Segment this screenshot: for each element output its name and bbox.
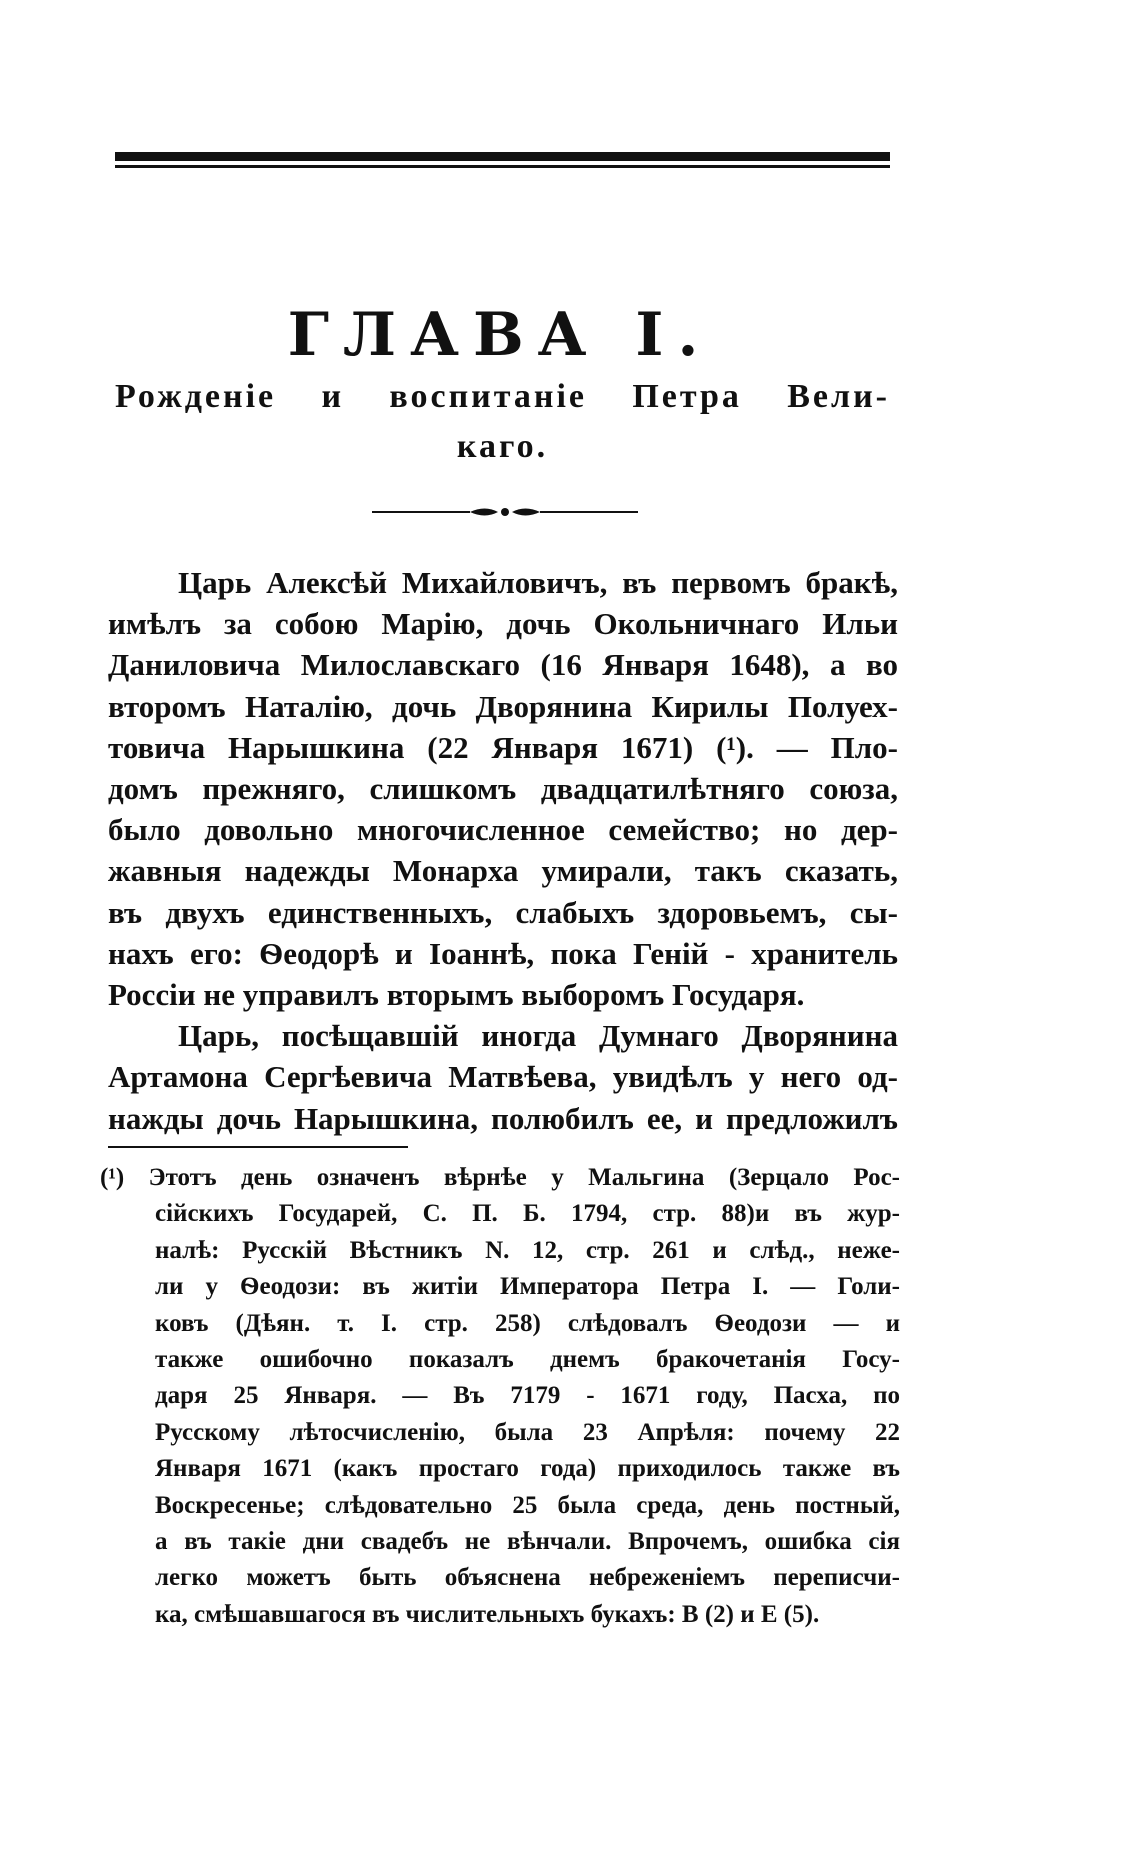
footnote-separator	[108, 1146, 408, 1148]
header-rule-thin	[115, 165, 890, 168]
body-line: въ двухъ единственныхъ, слабыхъ здоровьемъ, сы-	[108, 894, 898, 930]
footnote-line: сійскихъ Государей, С. П. Б. 1794, стр. 88)и въ жур-	[155, 1200, 900, 1228]
footnote	[100, 1160, 900, 1633]
chapter-subtitle	[115, 372, 890, 472]
header-rule-thick	[115, 152, 890, 161]
body-line: имѣлъ за собою Марію, дочь Окольничнаго Ильи	[108, 606, 898, 642]
footnote-line: также ошибочно показалъ днемъ бракочетанія Госу-	[155, 1346, 900, 1374]
chapter-subtitle-line-1	[115, 372, 890, 422]
body-line: нахъ его: Ѳеодорѣ и Іоаннѣ, пока Геній - хранитель	[108, 935, 898, 971]
footnote-line	[100, 1160, 900, 1196]
footnote-line: даря 25 Января. — Въ 7179 - 1671 году, Пасха, по	[155, 1382, 900, 1410]
footnote-line-text: Этотъ день означенъ вѣрнѣе у Мальгина (Зерцало Рос-	[148, 1164, 900, 1191]
ornament-divider-icon	[370, 502, 640, 522]
body-line: Артамона Сергѣевича Матвѣева, увидѣлъ у него од-	[108, 1059, 898, 1095]
body-line: домъ прежняго, слишкомъ двадцатилѣтняго союза,	[108, 771, 898, 807]
subtitle-word: и	[321, 378, 345, 415]
footnote-line: Русскому лѣтосчисленію, была 23 Апрѣля: почему 22	[155, 1418, 900, 1446]
body-line: Царь, посѣщавшій иногда Думнаго Дворянина	[178, 1018, 898, 1054]
footnote-line: а въ такіе дни свадебъ не вѣнчали. Впрочемъ, ошибка сія	[155, 1528, 900, 1556]
header-double-rule	[115, 152, 890, 168]
footnote-line: ка, смѣшавшагося въ числительныхъ букахъ: В (2) и Е (5).	[155, 1600, 820, 1628]
body-line: было довольно многочисленное семейство; но дер-	[108, 812, 898, 848]
footnote-marker: (¹)	[100, 1164, 125, 1191]
subtitle-word: воспитаніе	[389, 378, 588, 415]
body-line: жавныя надежды Монарха умирали, такъ сказать,	[108, 853, 898, 889]
footnote-line: ли у Ѳеодози: въ житіи Императора Петра I. — Голи-	[155, 1273, 900, 1301]
body-line: второмъ Наталію, дочь Дворянина Кирилы Полуех-	[108, 688, 898, 724]
footnote-line: Воскресенье; слѣдовательно 25 была среда, день постный,	[155, 1491, 900, 1519]
footnote-line: Января 1671 (какъ простаго года) приходилось также въ	[155, 1455, 900, 1483]
body-line: товича Нарышкина (22 Января 1671) (¹). — Пло-	[108, 729, 898, 765]
chapter-title: ГЛАВА I.	[287, 300, 713, 370]
subtitle-word: Петра	[632, 378, 742, 415]
footnote-line: налѣ: Русскій Вѣстникъ N. 12, стр. 261 и слѣд., неже-	[155, 1236, 900, 1264]
body-line: Царь Алексѣй Михайловичъ, въ первомъ бракѣ,	[178, 565, 898, 600]
chapter-body-text	[108, 562, 898, 1139]
footnote-line: легко можетъ быть объяснена небреженіемъ переписчи-	[155, 1564, 900, 1592]
body-line: Даниловича Милославскаго (16 Января 1648), а во	[108, 647, 898, 683]
subtitle-word: Рожденіе	[115, 378, 277, 415]
body-line: нажды дочь Нарышкина, полюбилъ ее, и предложилъ	[108, 1100, 898, 1136]
footnote-line: ковъ (Дѣян. т. I. стр. 258) слѣдовалъ Ѳеодози — и	[155, 1309, 900, 1337]
subtitle-word: Вели-	[787, 378, 890, 415]
body-line: Россіи не управилъ вторымъ выборомъ Государя.	[108, 977, 805, 1013]
chapter-subtitle-line-2: каго.	[456, 428, 549, 465]
